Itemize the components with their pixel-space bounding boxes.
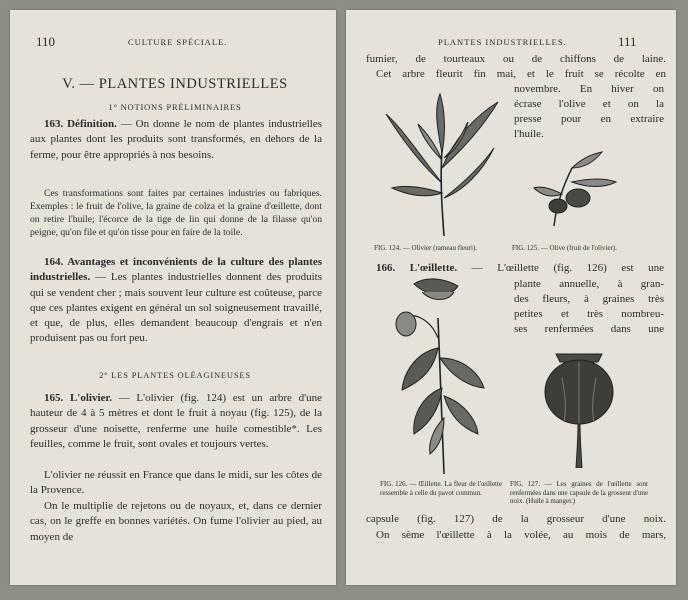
paragraph-166-line	[376, 261, 664, 276]
text-line: Cet arbre fleurit fin mai, et le fruit se récolte en	[376, 68, 666, 80]
right-page	[346, 10, 676, 585]
paragraph-164	[30, 255, 322, 347]
text-line: novembre. En hiver on	[514, 83, 664, 95]
running-head: CULTURE SPÉCIALE.	[128, 37, 228, 47]
text-line: plante annuelle, à gran-	[514, 278, 664, 290]
running-head: PLANTES INDUSTRIELLES.	[438, 37, 567, 47]
poppy-plant-illustration	[392, 278, 502, 474]
figure-124-caption: FIG. 124. — Olivier (rameau fleuri).	[374, 244, 478, 252]
paragraph-163-text: — On donne le nom de plantes industrielles aux plantes dont les produits sont transformés, en dehors de la ferme, pour être appropriés à nos besoins.	[30, 118, 322, 161]
chapter-title: V. — PLANTES INDUSTRIELLES	[62, 76, 288, 92]
page-number: 110	[36, 34, 56, 49]
figure-125-caption: FIG. 125. — Olive (fruit de l'olivier).	[512, 244, 617, 252]
section-title-1: 1° NOTIONS PRÉLIMINAIRES	[108, 102, 242, 112]
text-line: des fleurs, à graines très	[514, 293, 664, 305]
olive-fruit-illustration	[532, 148, 622, 228]
text-line: petites et très nombreu-	[514, 308, 664, 320]
text-line: l'huile.	[514, 128, 544, 140]
text-line: fumier, de tourteaux ou de chiffons de laine.	[366, 53, 666, 65]
poppy-capsule-illustration	[542, 348, 616, 468]
text-line: écrase l'olive et on la	[514, 98, 664, 110]
paragraph-163-note: Ces transformations sont faites par certaines industries ou fabriques. Exemples : le fruit de l'olive, la graine de colza et la graine d'œillette, dont on retire l'huile; l'écorce de la tige de lin qui donne de la filasse qu'on peigne, qu'on file et qu'on tisse pour en faire de la toile.	[30, 188, 322, 238]
text-line: capsule (fig. 127) de la grosseur d'une noix.	[366, 513, 666, 525]
text-line: ses renfermées dans une	[514, 323, 664, 335]
paragraph-166-heading: 166. L'œillette.	[376, 262, 458, 274]
paragraph-163-heading: 163. Définition.	[44, 118, 117, 130]
page-number: 111	[618, 34, 637, 49]
paragraph-164-text: — Les plantes industrielles donnent des produits qui se vendent cher ; mais souvent leur culture est coûteuse, parce que ces plantes exigent en général un sol soigneusement travaillé, et que, de plus, elles demandent beaucoup d'engrais et n'en produisent pas ou fort peu.	[30, 271, 322, 345]
text-line: On sème l'œillette à la volée, au mois de mars,	[376, 529, 666, 541]
paragraph-165-b: L'olivier ne réussit en France que dans le midi, sur les côtes de la Provence.	[30, 469, 322, 497]
figure-126-caption: FIG. 126. — Œillette. La fleur de l'œillette ressemble à celle du pavot commun.	[380, 480, 502, 497]
olive-branch-illustration	[382, 88, 502, 238]
paragraph-165-text: — L'olivier (fig. 124) est un arbre d'une hauteur de 4 à 5 mètres et dont le fruit à noyau (fig. 125), de la grosseur d'une noisette, renferme une huile comestible*. Les feuilles, comme le fruit, sont ovales et toujours vertes.	[30, 392, 322, 450]
paragraph-165-c: On le multiplie de rejetons ou de noyaux, et, dans ce dernier cas, on le greffe en bonnes variétés. On fume l'olivier au pied, au moyen de	[30, 500, 322, 543]
paragraph-165-heading: 165. L'olivier.	[44, 392, 113, 404]
paragraph-165	[30, 391, 322, 452]
left-page	[10, 10, 336, 585]
paragraph-166-text: — L'œillette (fig. 126) est une	[457, 262, 664, 274]
paragraph-164-heading: 164. Avantages et inconvénients de la culture des plantes industrielles.	[30, 256, 322, 284]
paragraph-163	[30, 117, 322, 163]
figure-127-caption: FIG. 127. — Les graines de l'œillette sont renfermées dans une capsule de la grosseur d'une noix. (Huile à manger.)	[510, 480, 648, 505]
text-line: presse pour en extraire	[514, 113, 664, 125]
section-title-2: 2° LES PLANTES OLÉAGINEUSES	[99, 370, 251, 380]
